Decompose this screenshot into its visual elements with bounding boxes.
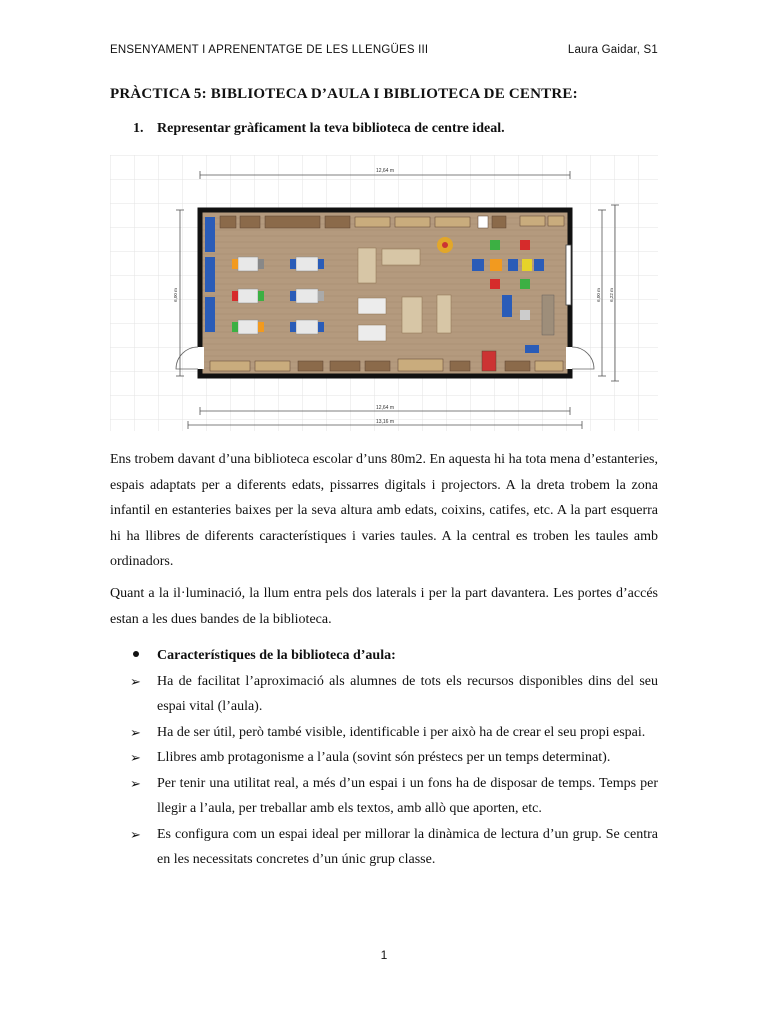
arrow-bullet-icon: ➢ bbox=[130, 750, 141, 765]
dimension-left-label: 6,00 m bbox=[173, 288, 178, 302]
list-item: ➢ Ha de ser útil, però també visible, identificable i per això ha de crear el seu propi espai. bbox=[130, 720, 658, 746]
arrow-bullet-icon: ➢ bbox=[130, 826, 141, 842]
window-right bbox=[566, 245, 571, 305]
arrow-bullet-icon: ➢ bbox=[130, 775, 141, 791]
door-right-gap bbox=[566, 347, 574, 369]
section-heading bbox=[133, 121, 505, 137]
dimension-bottom-inner-label: 12,64 m bbox=[375, 405, 395, 411]
page-header bbox=[110, 44, 658, 56]
course-name: ENSENYAMENT I APRENENTATGE DE LES LLENGÜES III bbox=[110, 44, 429, 56]
dimension-bottom-outer-label: 13,16 m bbox=[375, 419, 395, 425]
library-floor-plan bbox=[110, 155, 658, 431]
paragraph-description: Ens trobem davant d’una biblioteca escolar d’uns 80m2. En aquesta hi ha tota mena d’estanteries, espais adaptats per a diferents edats, pissarres digitals i projectors. A la dreta trobem la zona infantil en estanteries baixes per la seva altura amb edats, coixins, catifes, etc. A la part esquerra hi ha llibres de diferents característiques i varies taules. A la central es troben les taules amb ordinadors. bbox=[110, 452, 658, 569]
dimension-right-outer-label: 6,22 m bbox=[609, 288, 614, 302]
list-item: ➢ Llibres amb protagonisme a l’aula (sovint són préstecs per un temps determinat). bbox=[130, 745, 658, 771]
dimension-top-label: 12,64 m bbox=[375, 168, 395, 174]
left-blue-seats bbox=[205, 217, 215, 332]
author-name: Laura Gaidar, S1 bbox=[567, 44, 658, 56]
section-number: 1. bbox=[133, 121, 144, 136]
page-number: 1 bbox=[380, 948, 388, 962]
page-title: PRÀCTICA 5: BIBLIOTECA D’AULA I BIBLIOTECA DE CENTRE: bbox=[110, 86, 578, 102]
paragraph-lighting: Quant a la il·luminació, la llum entra pels dos laterals i per la part davantera. Les portes d’accés estan a les dues bandes de la biblioteca. bbox=[110, 586, 658, 627]
characteristics-list bbox=[130, 643, 658, 873]
arrow-bullet-icon: ➢ bbox=[130, 724, 141, 740]
list-item: ➢ Per tenir una utilitat real, a més d’un espai i un fons ha de disposar de temps. Temps per llegir a l’aula, per treballar amb els textos, amb allò que aporten, etc. bbox=[130, 771, 658, 822]
dimension-right-inner-label: 6,00 m bbox=[596, 288, 601, 302]
arrow-bullet-icon: ➢ bbox=[130, 673, 141, 689]
bullet-dot-icon bbox=[130, 643, 157, 669]
list-heading: Característiques de la biblioteca d’aula: bbox=[130, 643, 658, 669]
list-item: ➢ Ha de facilitat l’aproximació als alumnes de tots els recursos disponibles dins del seu espai vital (l’aula). bbox=[130, 669, 658, 720]
list-item: ➢ Es configura com un espai ideal per millorar la dinàmica de lectura d’un grup. Se centra en les necessitats concretes d’un únic grup classe. bbox=[130, 822, 658, 873]
section-label: Representar gràficament la teva biblioteca de centre ideal. bbox=[157, 121, 505, 136]
door-left-gap bbox=[196, 347, 204, 369]
